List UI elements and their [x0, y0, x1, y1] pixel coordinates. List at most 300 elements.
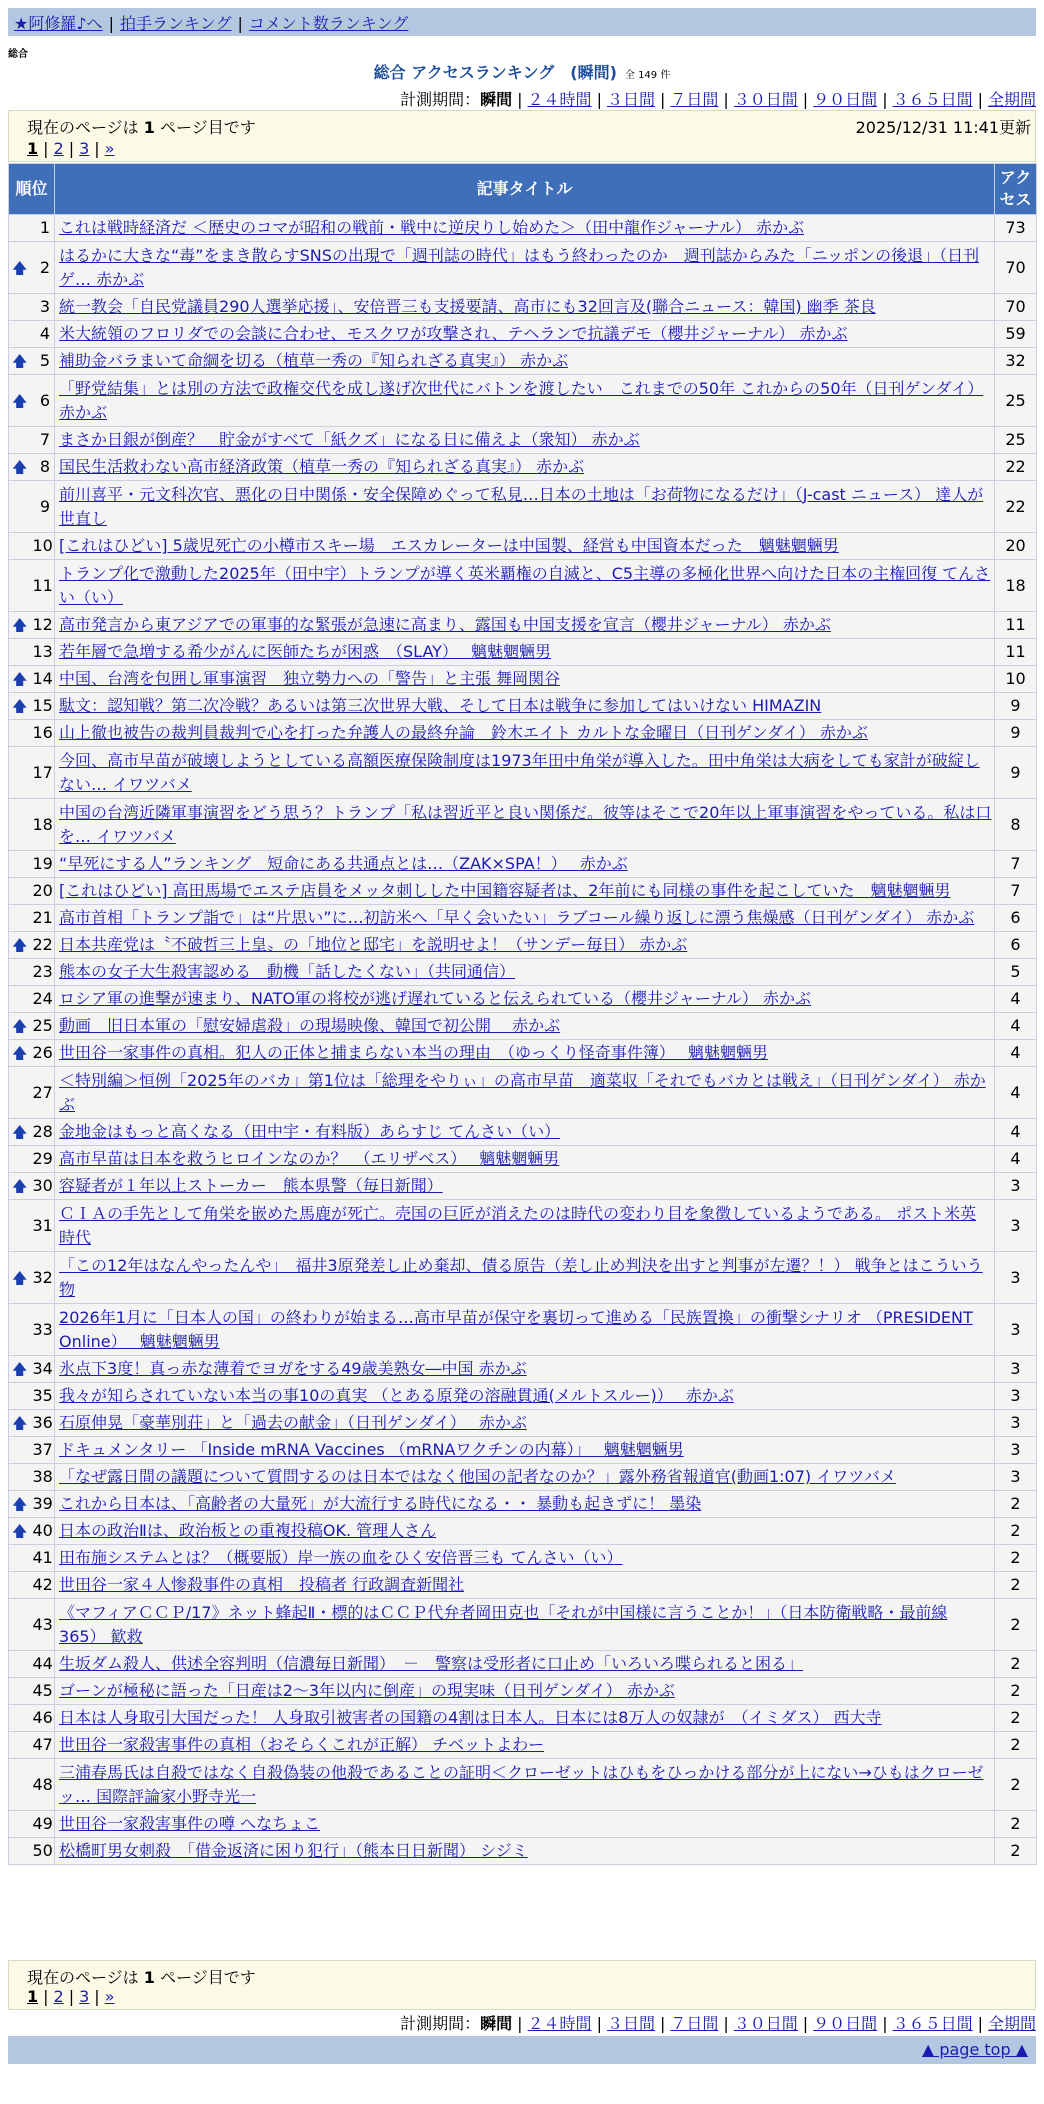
period-link-7d[interactable]: ７日間 — [670, 2014, 719, 2033]
article-title-cell — [55, 1437, 995, 1464]
article-title-link[interactable]: 中国、台湾を包囲し軍事演習 独立勢力への「警告」と主張 舞岡関谷 — [59, 669, 561, 688]
access-count: 73 — [995, 215, 1037, 242]
article-title-cell — [55, 1491, 995, 1518]
rank-change-cell — [9, 1013, 31, 1040]
rank-number: 42 — [31, 1572, 55, 1599]
article-title-link[interactable]: ＜特別編＞恒例「2025年のバカ」第1位は「総理をやりぃ」の高市早苗 適菜収「それでもバカとは戦え」（日刊ゲンダイ） 赤かぶ — [59, 1070, 986, 1114]
access-count: 11 — [995, 639, 1037, 666]
rank-change-cell — [9, 1464, 31, 1491]
rank-number: 17 — [31, 747, 55, 799]
rank-number: 29 — [31, 1146, 55, 1173]
period-link-all[interactable]: 全期間 — [987, 90, 1036, 109]
table-row — [9, 348, 1037, 375]
page-link-2[interactable]: 2 — [53, 139, 64, 158]
period-link-90d[interactable]: ９０日間 — [813, 2014, 878, 2033]
rank-change-cell — [9, 959, 31, 986]
rank-change-cell — [9, 1838, 31, 1865]
table-row — [9, 1200, 1037, 1252]
rank-number: 15 — [31, 693, 55, 720]
page-next-link[interactable]: » — [104, 1987, 115, 2006]
article-title-link[interactable]: 松橋町男女刺殺 「借金返済に困り犯行」（熊本日日新聞） シジミ — [59, 1841, 528, 1860]
rank-number: 45 — [31, 1678, 55, 1705]
table-row — [9, 932, 1037, 959]
rank-number: 28 — [31, 1119, 55, 1146]
rank-number: 5 — [31, 348, 55, 375]
rank-change-cell — [9, 242, 31, 294]
access-count: 2 — [995, 1705, 1037, 1732]
table-row — [9, 1545, 1037, 1572]
rank-number: 35 — [31, 1383, 55, 1410]
article-title-link[interactable]: はるかに大きな“毒”をまき散らすSNSの出現で「週刊誌の時代」はもう終わったのか 週刊誌からみた「ニッポンの後退」（日刊ゲ… 赤かぶ — [59, 245, 980, 289]
access-count: 2 — [995, 1545, 1037, 1572]
article-title-link[interactable]: ロシア軍の進撃が速まり、NATO軍の将校が逃げ遅れていると伝えられている（櫻井ジャーナル） 赤かぶ — [59, 989, 812, 1008]
rank-change-cell — [9, 1252, 31, 1304]
nav-separator: | — [108, 14, 114, 33]
article-title-cell — [55, 1040, 995, 1067]
access-count: 4 — [995, 1146, 1037, 1173]
up-arrow-icon: 🡅 — [12, 1360, 28, 1378]
article-title-link[interactable]: 「この12年はなんやったんや」 福井3原発差し止め棄却、債る原告（差し止め判決を出すと判事が左遷？！） 戦争とはこういう物 — [59, 1255, 983, 1299]
ranking-table-body — [9, 215, 1037, 1865]
article-title-link[interactable]: 我々が知らされていない本当の事10の真実 （とある原発の溶融貫通(メルトスルー)） 赤かぶ — [59, 1386, 734, 1405]
article-title-link[interactable]: 生坂ダム殺人、供述全容判明（信濃毎日新聞） － 警察は受形者に口止め「いろいろ喋られると困る」 — [59, 1654, 804, 1673]
rank-number: 31 — [31, 1200, 55, 1252]
access-count: 9 — [995, 747, 1037, 799]
rank-number: 11 — [31, 560, 55, 612]
current-page-text: 現在のページは 1 ページ目です — [27, 1968, 256, 1987]
access-count: 4 — [995, 1040, 1037, 1067]
access-count: 3 — [995, 1464, 1037, 1491]
article-title-link[interactable]: 石原伸晃「豪華別荘」と「過去の献金」（日刊ゲンダイ） 赤かぶ — [59, 1413, 527, 1432]
up-arrow-icon: 🡅 — [12, 352, 28, 370]
article-title-cell — [55, 242, 995, 294]
rank-change-cell — [9, 1811, 31, 1838]
article-title-cell — [55, 294, 995, 321]
pagination-top: 1 | 2 | 3 | » — [27, 139, 115, 158]
article-title-link[interactable]: 補助金バラまいて命綱を切る（植草一秀の『知られざる真実』） 赤かぶ — [59, 351, 569, 370]
ranking-table — [8, 163, 1037, 1865]
rank-change-cell — [9, 905, 31, 932]
rank-number: 47 — [31, 1732, 55, 1759]
article-title-cell — [55, 799, 995, 851]
rank-change-cell — [9, 375, 31, 427]
current-page-text: 現在のページは 1 ページ目です — [27, 118, 256, 137]
rank-change-cell — [9, 986, 31, 1013]
rank-number: 43 — [31, 1599, 55, 1651]
up-arrow-icon: 🡅 — [12, 697, 28, 715]
rank-change-cell — [9, 1759, 31, 1811]
period-selector-top: 計測期間：瞬間 | ２４時間 | ３日間 | ７日間 | ３０日間 | ９０日間 | ３６５日間 | 全期間 — [400, 90, 1036, 109]
rank-number: 39 — [31, 1491, 55, 1518]
access-count: 3 — [995, 1173, 1037, 1200]
article-title-cell — [55, 851, 995, 878]
access-count: 6 — [995, 932, 1037, 959]
access-count: 22 — [995, 454, 1037, 481]
article-title-cell — [55, 560, 995, 612]
article-title-cell — [55, 1464, 995, 1491]
rank-number: 40 — [31, 1518, 55, 1545]
rank-number: 1 — [31, 215, 55, 242]
rank-number: 13 — [31, 639, 55, 666]
article-title-cell — [55, 1678, 995, 1705]
article-title-link[interactable]: 容疑者が１年以上ストーカー 熊本県警（毎日新聞） — [59, 1176, 443, 1195]
table-row — [9, 1173, 1037, 1200]
page-link-3[interactable]: 3 — [79, 1987, 90, 2006]
article-title-cell — [55, 533, 995, 560]
access-count: 22 — [995, 481, 1037, 533]
page-link-1[interactable]: 1 — [27, 139, 39, 158]
rank-change-cell — [9, 321, 31, 348]
article-title-link[interactable]: 高市早苗は日本を救うヒロインなのか？ （エリザベス） 魑魅魍魎男 — [59, 1149, 560, 1168]
rank-number: 6 — [31, 375, 55, 427]
article-title-cell — [55, 878, 995, 905]
rank-change-cell — [9, 560, 31, 612]
table-row — [9, 693, 1037, 720]
article-title-cell — [55, 348, 995, 375]
rank-change-cell — [9, 454, 31, 481]
article-title-link[interactable]: 熊本の女子大生殺害認める 動機「話したくない」（共同通信） — [59, 962, 516, 981]
article-title-link[interactable]: 日本の政治Ⅱは、政治板との重複投稿OK. 管理人さん — [59, 1521, 437, 1540]
article-title-link[interactable]: 駄文：認知戦？第二次冷戦？あるいは第三次世界大戦、そして日本は戦争に参加してはいけない HIMAZIN — [59, 696, 822, 715]
rank-change-cell — [9, 612, 31, 639]
table-row — [9, 666, 1037, 693]
article-title-link[interactable]: これは戦時経済だ ＜歴史のコマが昭和の戦前・戦中に逆戻りし始めた＞（田中龍作ジャーナル） 赤かぶ — [59, 218, 805, 237]
article-title-link[interactable]: 高市発言から東アジアでの軍事的な緊張が急速に高まり、露国も中国支援を宣言（櫻井ジャーナル） 赤かぶ — [59, 615, 831, 634]
article-title-cell — [55, 1067, 995, 1119]
rank-change-cell — [9, 215, 31, 242]
rank-number: 41 — [31, 1545, 55, 1572]
up-arrow-icon: 🡅 — [12, 1177, 28, 1195]
article-title-link[interactable]: 米大統領のフロリダでの会談に合わせ、モスクワが攻撃され、テヘランで抗議デモ（櫻井ジャーナル） 赤かぶ — [59, 324, 848, 343]
rank-change-cell — [9, 1491, 31, 1518]
pager-box-top — [8, 110, 1036, 162]
rank-number: 18 — [31, 799, 55, 851]
article-title-link[interactable]: ゴーンが極秘に語った「日産は2～3年以内に倒産」の現実味（日刊ゲンダイ） 赤かぶ — [59, 1681, 675, 1700]
up-arrow-icon: 🡅 — [12, 936, 28, 954]
up-arrow-icon: 🡅 — [12, 458, 28, 476]
article-title-cell — [55, 1383, 995, 1410]
period-link-30d[interactable]: ３０日間 — [733, 2014, 798, 2033]
table-row — [9, 427, 1037, 454]
table-row — [9, 612, 1037, 639]
nav-separator: | — [237, 14, 243, 33]
access-count: 3 — [995, 1356, 1037, 1383]
header-rank: 順位 — [9, 164, 55, 215]
article-title-link[interactable]: 日本共産党は〝不破哲三上皇〟の「地位と邸宅」を説明せよ！（サンデー毎日） 赤かぶ — [59, 935, 688, 954]
rank-number: 9 — [31, 481, 55, 533]
period-link-all[interactable]: 全期間 — [987, 2014, 1036, 2033]
page-link-2[interactable]: 2 — [53, 1987, 64, 2006]
article-title-link[interactable]: 世田谷一家４人惨殺事件の真相 投稿者 行政調査新聞社 — [59, 1575, 465, 1594]
page-link-3[interactable]: 3 — [79, 139, 90, 158]
article-title-link[interactable]: 若年層で急増する希少がんに医師たちが困惑 （SLAY） 魑魅魍魎男 — [59, 642, 552, 661]
table-row — [9, 959, 1037, 986]
access-count: 3 — [995, 1200, 1037, 1252]
rank-change-cell — [9, 1651, 31, 1678]
rank-change-cell — [9, 1200, 31, 1252]
article-title-cell — [55, 639, 995, 666]
table-row — [9, 1464, 1037, 1491]
article-title-link[interactable]: 世田谷一家事件の真相。犯人の正体と捕まらない本当の理由 （ゆっくり怪奇事件簿） 魑魅魍魎男 — [59, 1043, 768, 1062]
rank-change-cell — [9, 348, 31, 375]
rank-change-cell — [9, 481, 31, 533]
period-current: 瞬間 — [480, 90, 513, 109]
article-title-cell — [55, 1013, 995, 1040]
rank-number: 3 — [31, 294, 55, 321]
table-row — [9, 454, 1037, 481]
article-title-link[interactable]: 世田谷一家殺害事件の真相（おそらくこれが正解） チベットよわー — [59, 1735, 545, 1754]
article-title-link[interactable]: [これはひどい] 5歳児死亡の小樽市スキー場 エスカレーターは中国製、経営も中国資本だった 魑魅魍魎男 — [59, 536, 839, 555]
up-arrow-icon: 🡅 — [12, 1044, 28, 1062]
access-count: 2 — [995, 1651, 1037, 1678]
article-title-link[interactable]: [これはひどい] 高田馬場でエステ店員をメッタ刺しした中国籍容疑者は、2年前にも同様の事件を起こしていた 魑魅魍魎男 — [59, 881, 951, 900]
rank-number: 25 — [31, 1013, 55, 1040]
article-title-cell — [55, 1838, 995, 1865]
table-row — [9, 639, 1037, 666]
article-title-cell — [55, 427, 995, 454]
rank-change-cell — [9, 533, 31, 560]
article-title-link[interactable]: 中国の台湾近隣軍事演習をどう思う？トランプ「私は習近平と良い関係だ。彼等はそこで20年以上軍事演習をやっている。私は口を… イワツバメ — [59, 802, 992, 846]
rank-change-cell — [9, 427, 31, 454]
article-title-link[interactable]: 《マフィアＣＣＰ/17》ネット蜂起Ⅱ・標的はＣＣＰ代弁者岡田克也「それが中国様に言うことか！」（日本防衛戦略・最前線365） 歓救 — [59, 1602, 948, 1646]
article-title-link[interactable]: 氷点下3度！真っ赤な薄着でヨガをする49歳美熟女―中国 赤かぶ — [59, 1359, 527, 1378]
access-count: 2 — [995, 1838, 1037, 1865]
article-title-link[interactable]: 田布施システムとは？（概要版）岸一族の血をひく安倍晋三も てんさい（い） — [59, 1548, 623, 1567]
article-title-link[interactable]: 動画 旧日本軍の「慰安婦虐殺」の現場映像、韓国で初公開 赤かぶ — [59, 1016, 561, 1035]
article-title-cell — [55, 454, 995, 481]
access-count: 2 — [995, 1491, 1037, 1518]
top-nav-bar — [8, 8, 1036, 36]
rank-number: 48 — [31, 1759, 55, 1811]
article-title-cell — [55, 666, 995, 693]
rank-change-cell — [9, 1356, 31, 1383]
table-row — [9, 986, 1037, 1013]
article-title-link[interactable]: 「なぜ露日間の議題について質問するのは日本ではなく他国の記者なのか？」露外務省報道官(動画1:07) イワツバメ — [59, 1467, 896, 1486]
period-link-3d[interactable]: ３日間 — [606, 2014, 655, 2033]
table-row — [9, 1491, 1037, 1518]
rank-number: 37 — [31, 1437, 55, 1464]
access-count: 2 — [995, 1518, 1037, 1545]
rank-change-cell — [9, 851, 31, 878]
rank-change-cell — [9, 1437, 31, 1464]
up-arrow-icon: 🡅 — [12, 616, 28, 634]
rank-change-cell — [9, 666, 31, 693]
article-title-link[interactable]: 今回、高市早苗が破壊しようとしている高額医療保険制度は1973年田中角栄が導入した。田中角栄は大病をしても家計が破綻しない… イワツバメ — [59, 750, 980, 794]
table-row — [9, 215, 1037, 242]
rank-change-cell — [9, 1173, 31, 1200]
table-row — [9, 1304, 1037, 1356]
access-count: 2 — [995, 1811, 1037, 1838]
article-title-cell — [55, 1732, 995, 1759]
table-row — [9, 1811, 1037, 1838]
article-title-link[interactable]: 2026年1月に「日本人の国」の終わりが始まる…高市早苗が保守を裏切って進める「民族置換」の衝撃シナリオ （PRESIDENT Online） 魑魅魍魎男 — [59, 1307, 973, 1351]
rank-change-cell — [9, 1572, 31, 1599]
table-row — [9, 375, 1037, 427]
up-arrow-icon: 🡅 — [12, 1414, 28, 1432]
up-arrow-icon: 🡅 — [12, 391, 28, 410]
table-row — [9, 720, 1037, 747]
rank-change-cell — [9, 1410, 31, 1437]
rank-number: 2 — [31, 242, 55, 294]
period-link-30d[interactable]: ３０日間 — [733, 90, 798, 109]
rank-change-cell — [9, 1383, 31, 1410]
access-count: 4 — [995, 986, 1037, 1013]
article-title-cell — [55, 1304, 995, 1356]
page-link-1[interactable]: 1 — [27, 1987, 39, 2006]
access-count: 3 — [995, 1252, 1037, 1304]
rank-change-cell — [9, 747, 31, 799]
rank-number: 12 — [31, 612, 55, 639]
table-row — [9, 1651, 1037, 1678]
rank-number: 36 — [31, 1410, 55, 1437]
period-link-365d[interactable]: ３６５日間 — [892, 90, 973, 109]
table-row — [9, 321, 1037, 348]
rank-number: 22 — [31, 932, 55, 959]
rank-number: 7 — [31, 427, 55, 454]
rank-change-cell — [9, 1732, 31, 1759]
period-label: 計測期間： — [400, 2014, 481, 2033]
rank-number: 46 — [31, 1705, 55, 1732]
article-title-link[interactable]: 統一教会「自民党議員290人選挙応援」、安倍晋三も支援要請、高市にも32回言及(聯合ニュース：韓国) 幽季 茶良 — [59, 297, 876, 316]
rank-number: 26 — [31, 1040, 55, 1067]
page-title-row — [8, 60, 1036, 83]
table-row — [9, 1518, 1037, 1545]
article-title-cell — [55, 986, 995, 1013]
access-count: 2 — [995, 1599, 1037, 1651]
header-title: 記事タイトル — [55, 164, 995, 215]
access-count: 2 — [995, 1678, 1037, 1705]
table-row — [9, 1572, 1037, 1599]
section-label: 総合 — [8, 49, 28, 60]
period-link-24h[interactable]: ２４時間 — [527, 2014, 592, 2033]
table-row — [9, 1252, 1037, 1304]
up-arrow-icon: 🡅 — [12, 258, 28, 277]
table-row — [9, 1838, 1037, 1865]
rank-number: 23 — [31, 959, 55, 986]
article-title-link[interactable]: 金地金はもっと高くなる（田中宇・有料版）あらすじ てんさい（い） — [59, 1122, 561, 1141]
access-count: 7 — [995, 851, 1037, 878]
table-row — [9, 1356, 1037, 1383]
access-count: 25 — [995, 427, 1037, 454]
nav-link-comment-ranking[interactable]: コメント数ランキング — [248, 14, 409, 33]
article-title-link[interactable]: 国民生活救わない高市経済政策（植草一秀の『知られざる真実』） 赤かぶ — [59, 457, 585, 476]
article-title-cell — [55, 1518, 995, 1545]
rank-number: 24 — [31, 986, 55, 1013]
pager-box-bottom — [8, 1960, 1036, 2010]
period-selector-bottom: 計測期間：瞬間 | ２４時間 | ３日間 | ７日間 | ３０日間 | ９０日間 | ３６５日間 | 全期間 — [400, 2014, 1036, 2033]
rank-number: 10 — [31, 533, 55, 560]
article-title-cell — [55, 959, 995, 986]
nav-link-asyura[interactable]: ★阿修羅♪へ — [14, 14, 103, 33]
rank-change-cell — [9, 294, 31, 321]
article-title-link[interactable]: まさか日銀が倒産？ 貯金がすべて「紙クズ」になる日に備えよ（衆知） 赤かぶ — [59, 430, 640, 449]
article-title-cell — [55, 1356, 995, 1383]
period-link-24h[interactable]: ２４時間 — [527, 90, 592, 109]
article-title-link[interactable]: これから日本は、「高齢者の大量死」が大流行する時代になる・・ 暴動も起きずに！ 墨染 — [59, 1494, 702, 1513]
table-row — [9, 1705, 1037, 1732]
article-title-link[interactable]: 世田谷一家殺害事件の噂 へなちょこ — [59, 1814, 321, 1833]
article-title-link[interactable]: 山上徹也被告の裁判員裁判で心を打った弁護人の最終弁論 鈴木エイト カルトな金曜日（日刊ゲンダイ） 赤かぶ — [59, 723, 868, 742]
nav-link-applause-ranking[interactable]: 拍手ランキング — [119, 14, 232, 33]
article-title-link[interactable]: “早死にする人”ランキング 短命にある共通点とは…（ZAK×SPA！） 赤かぶ — [59, 854, 628, 873]
period-link-3d[interactable]: ３日間 — [606, 90, 655, 109]
rank-number: 8 — [31, 454, 55, 481]
access-count: 2 — [995, 1572, 1037, 1599]
article-title-cell — [55, 720, 995, 747]
up-arrow-icon: 🡅 — [12, 670, 28, 688]
rank-number: 19 — [31, 851, 55, 878]
rank-change-cell — [9, 1599, 31, 1651]
article-title-link[interactable]: 三浦春馬氏は自殺ではなく自殺偽装の他殺であることの証明＜クローゼットはひもをひっかける部分が上にない→ひもはクローゼッ… 国際評論家小野寺光一 — [59, 1762, 984, 1806]
rank-change-cell — [9, 1146, 31, 1173]
article-title-cell — [55, 1173, 995, 1200]
article-title-link[interactable]: 「野党結集」とは別の方法で政権交代を成し遂げ次世代にバトンを渡したい これまでの50年 これからの50年（日刊ゲンダイ） 赤かぶ — [59, 378, 984, 422]
rank-change-cell — [9, 1119, 31, 1146]
rank-number: 38 — [31, 1464, 55, 1491]
table-row — [9, 851, 1037, 878]
period-current: 瞬間 — [480, 2014, 513, 2033]
article-title-link[interactable]: ＣＩＡの手先として角栄を嵌めた馬鹿が死亡。売国の巨匠が消えたのは時代の変わり目を象徴しているようである。 ポスト米英時代 — [59, 1203, 977, 1247]
article-title-cell — [55, 215, 995, 242]
article-title-cell — [55, 932, 995, 959]
table-row — [9, 1599, 1037, 1651]
article-title-cell — [55, 1651, 995, 1678]
table-row — [9, 1678, 1037, 1705]
article-title-cell — [55, 1705, 995, 1732]
page-top-link[interactable]: ▲ page top ▲ — [921, 2040, 1028, 2059]
table-row — [9, 1067, 1037, 1119]
table-row — [9, 533, 1037, 560]
article-title-cell — [55, 905, 995, 932]
rank-change-cell — [9, 1040, 31, 1067]
rank-change-cell — [9, 878, 31, 905]
period-label: 計測期間： — [400, 90, 481, 109]
table-row — [9, 1146, 1037, 1173]
table-row — [9, 1383, 1037, 1410]
period-link-90d[interactable]: ９０日間 — [813, 90, 878, 109]
access-count: 70 — [995, 242, 1037, 294]
article-title-link[interactable]: 前川喜平・元文科次官、悪化の日中関係・安全保障めぐって私見…日本の土地は「お荷物になるだけ」（J-cast ニュース） 達人が世直し — [59, 484, 984, 528]
article-title-link[interactable]: 高市首相「トランプ詣で」は“片思い”に…初訪米へ「早く会いたい」ラブコール繰り返しに漂う焦燥感（日刊ゲンダイ） 赤かぶ — [59, 908, 975, 927]
pagination-bottom: 1 | 2 | 3 | » — [27, 1987, 115, 2006]
rank-number: 21 — [31, 905, 55, 932]
access-count: 4 — [995, 1013, 1037, 1040]
table-header-row — [9, 164, 1037, 215]
page-next-link[interactable]: » — [104, 139, 115, 158]
article-title-cell — [55, 693, 995, 720]
rank-change-cell — [9, 1678, 31, 1705]
article-title-cell — [55, 1545, 995, 1572]
article-title-cell — [55, 612, 995, 639]
period-link-7d[interactable]: ７日間 — [670, 90, 719, 109]
rank-number: 20 — [31, 878, 55, 905]
article-title-link[interactable]: ドキュメンタリー 「Inside mRNA Vaccines （mRNAワクチンの内幕）」 魑魅魍魎男 — [59, 1440, 684, 1459]
article-title-cell — [55, 1759, 995, 1811]
rank-number: 4 — [31, 321, 55, 348]
article-title-link[interactable]: 日本は人身取引大国だった！ 人身取引被害者の国籍の4割は日本人。日本には8万人の奴隷が （イミダス） 西大寺 — [59, 1708, 882, 1727]
article-title-cell — [55, 481, 995, 533]
rank-number: 14 — [31, 666, 55, 693]
access-count: 25 — [995, 375, 1037, 427]
table-row — [9, 1040, 1037, 1067]
period-link-365d[interactable]: ３６５日間 — [892, 2014, 973, 2033]
article-title-link[interactable]: トランプ化で激動した2025年（田中宇）トランプが導く英米覇権の自滅と、C5主導の多極化世界へ向けた日本の主権回復 てんさい（い） — [59, 563, 991, 607]
table-row — [9, 1732, 1037, 1759]
access-count: 9 — [995, 720, 1037, 747]
access-count: 9 — [995, 693, 1037, 720]
rank-change-cell — [9, 720, 31, 747]
rank-change-cell — [9, 1067, 31, 1119]
